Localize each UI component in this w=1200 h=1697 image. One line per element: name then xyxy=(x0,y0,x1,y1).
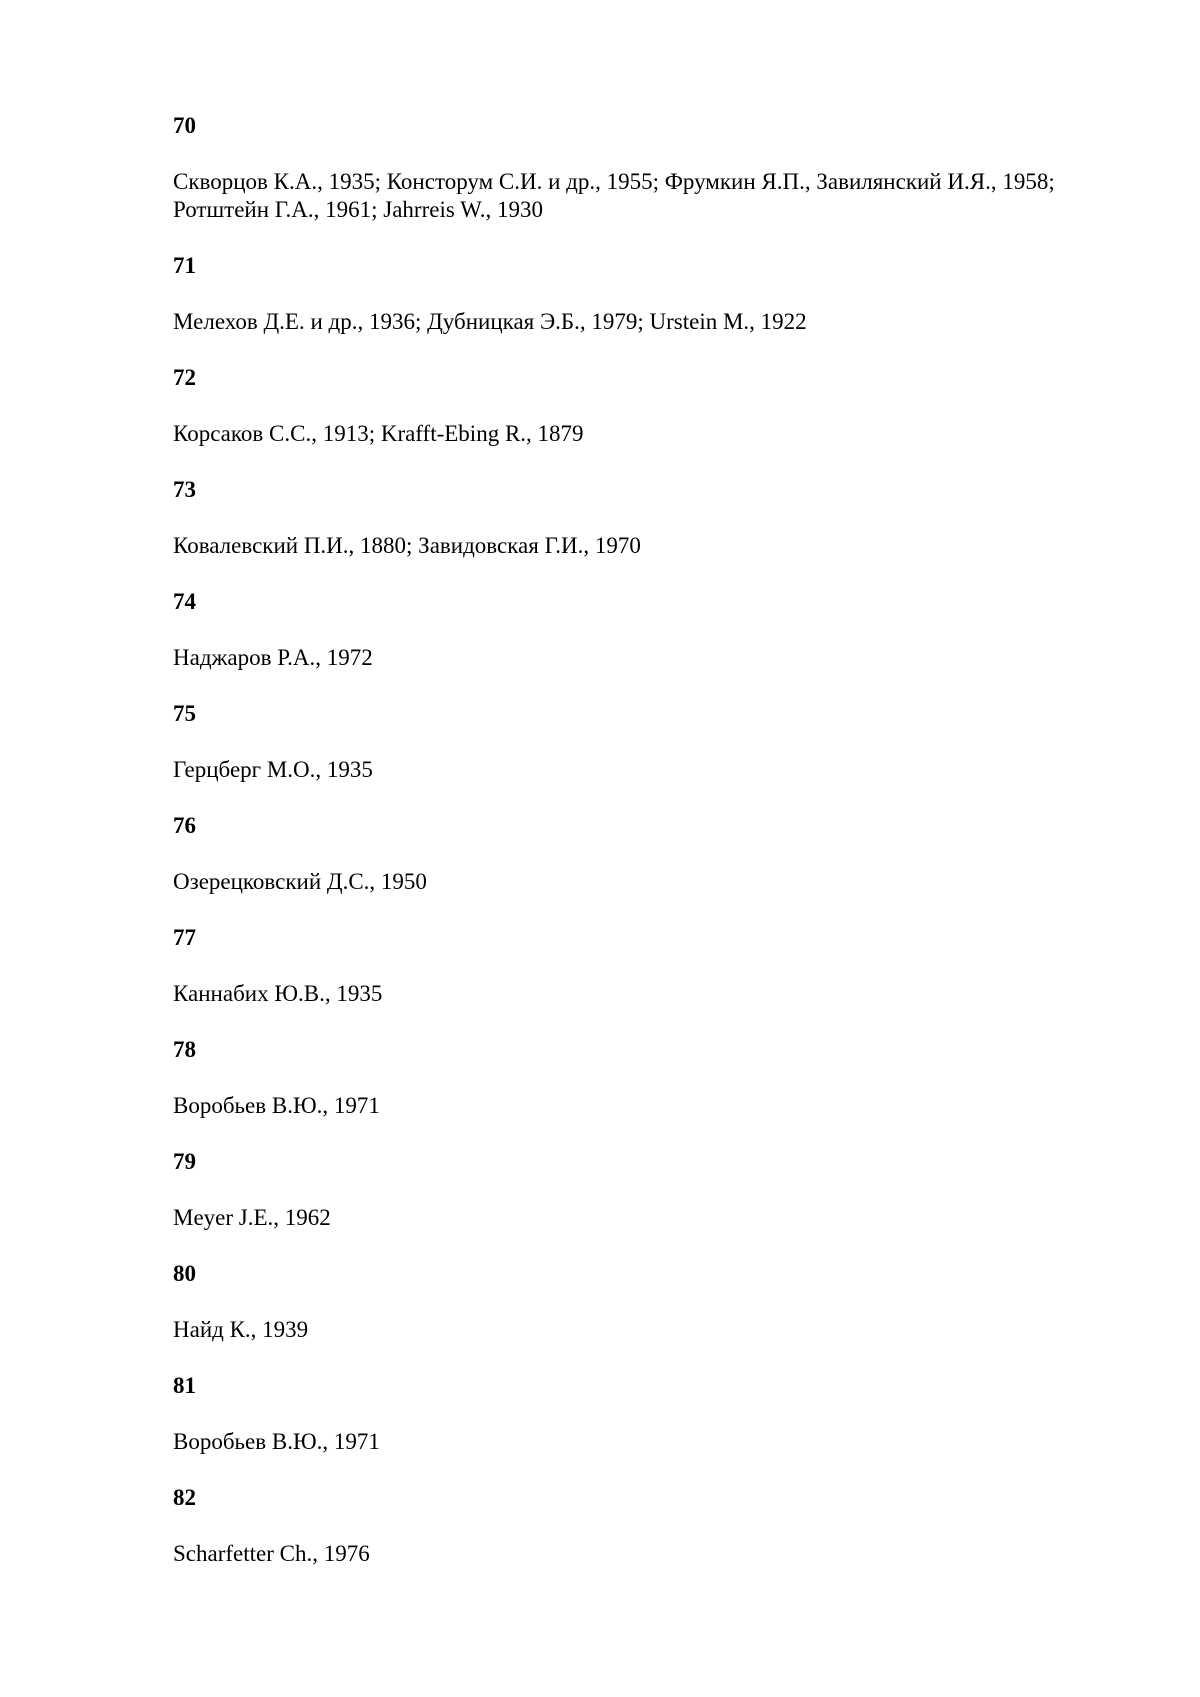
note-76 xyxy=(173,812,1133,896)
note-number: 81 xyxy=(173,1373,196,1398)
note-number: 82 xyxy=(173,1485,196,1510)
note-text: Каннабих Ю.В., 1935 xyxy=(173,981,383,1006)
note-number: 77 xyxy=(173,925,196,950)
note-number: 72 xyxy=(173,365,196,390)
note-81 xyxy=(173,1372,1133,1456)
note-number: 70 xyxy=(173,113,196,138)
note-text: Корсаков С.С., 1913; Krafft-Ebing R., 1879 xyxy=(173,421,584,446)
note-78 xyxy=(173,1036,1133,1120)
note-80 xyxy=(173,1260,1133,1344)
note-text: Воробьев В.Ю., 1971 xyxy=(173,1429,380,1454)
note-77 xyxy=(173,924,1133,1008)
note-number: 71 xyxy=(173,253,196,278)
note-74 xyxy=(173,588,1133,672)
note-number: 74 xyxy=(173,589,196,614)
note-text: Озерецковский Д.С., 1950 xyxy=(173,869,427,894)
note-number: 79 xyxy=(173,1149,196,1174)
note-71 xyxy=(173,252,1133,336)
note-text: Meyer J.E., 1962 xyxy=(173,1205,331,1230)
note-text: Герцберг М.О., 1935 xyxy=(173,757,373,782)
note-text: Найд К., 1939 xyxy=(173,1317,309,1342)
note-text: Scharfetter Ch., 1976 xyxy=(173,1541,370,1566)
note-number: 78 xyxy=(173,1037,196,1062)
note-text: Скворцов К.А., 1935; Консторум С.И. и др., 1955; Фрумкин Я.П., Завилянский И.Я., 1958; Ротштейн Г.А., 1961; Jahrreis W., 1930 xyxy=(173,169,1055,222)
note-number: 73 xyxy=(173,477,196,502)
note-text: Воробьев В.Ю., 1971 xyxy=(173,1093,380,1118)
note-79 xyxy=(173,1148,1133,1232)
note-70 xyxy=(173,112,1133,224)
note-number: 80 xyxy=(173,1261,196,1286)
note-72 xyxy=(173,364,1133,448)
note-73 xyxy=(173,476,1133,560)
note-text: Ковалевский П.И., 1880; Завидовская Г.И., 1970 xyxy=(173,533,641,558)
note-82 xyxy=(173,1484,1133,1568)
note-text: Мелехов Д.Е. и др., 1936; Дубницкая Э.Б., 1979; Urstein M., 1922 xyxy=(173,309,807,334)
note-text: Наджаров Р.А., 1972 xyxy=(173,645,373,670)
note-number: 76 xyxy=(173,813,196,838)
notes-list xyxy=(173,112,1133,1596)
note-number: 75 xyxy=(173,701,196,726)
note-75 xyxy=(173,700,1133,784)
